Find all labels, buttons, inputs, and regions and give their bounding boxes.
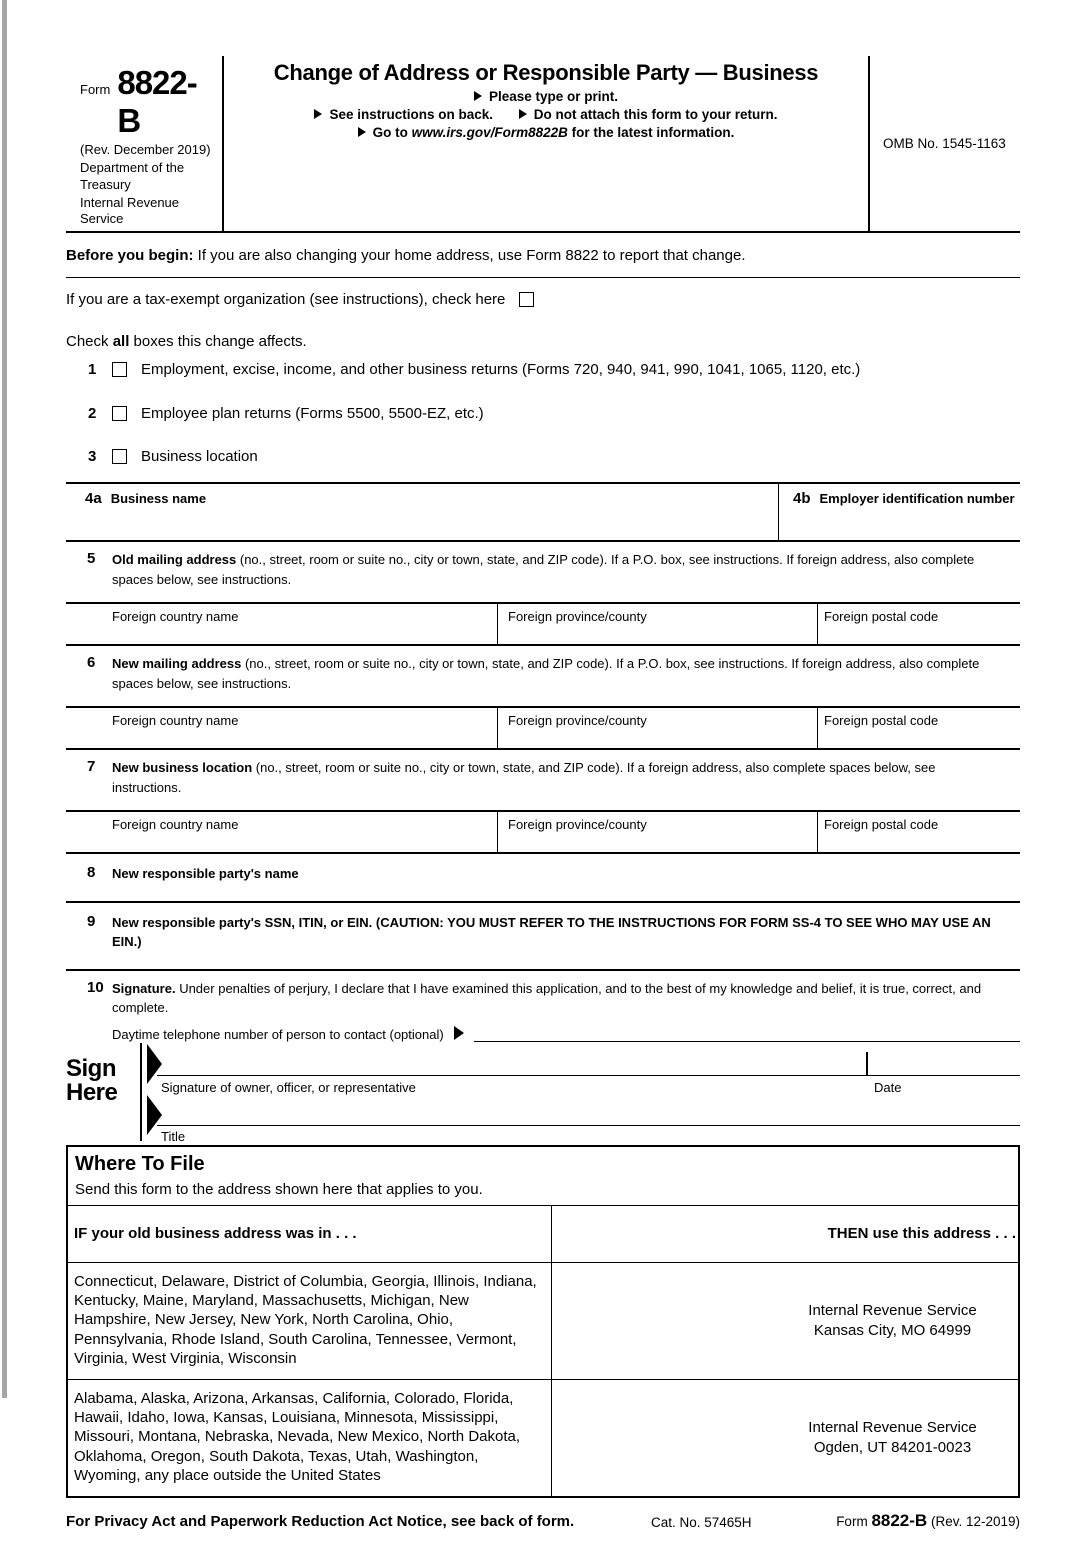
- line10-signature-statement: 10 Signature. Under penalties of perjury, I declare that I have examined this application, and to the best of my knowledge and belief, it is true, correct, and complete.: [66, 971, 1020, 1018]
- sign-section-divider: [140, 1043, 142, 1141]
- irs-address: Internal Revenue Service Kansas City, MO 64999: [808, 1302, 977, 1339]
- business-returns-checkbox[interactable]: [112, 362, 127, 377]
- arrow-icon: [314, 109, 322, 119]
- tax-exempt-row: [66, 278, 1020, 308]
- date-field-divider: [866, 1052, 868, 1075]
- omb-number: OMB No. 1545-1163: [883, 136, 1006, 152]
- line-number: 5: [87, 550, 96, 568]
- responsible-party-tin-label: New responsible party's SSN, ITIN, or EIN. (CAUTION: YOU MUST REFER TO THE INSTRUCTIONS FOR FORM SS-4 TO SEE WHO MAY USE AN EIN.): [112, 914, 991, 950]
- foreign-province-field[interactable]: Foreign province/county: [498, 812, 818, 852]
- form-footer: [66, 1511, 1020, 1541]
- agency-label: Internal Revenue Service: [80, 194, 180, 226]
- form-revision: (Rev. December 2019): [80, 142, 211, 157]
- where-to-file-section: [66, 1145, 1020, 1498]
- foreign-country-field[interactable]: Foreign country name: [66, 708, 498, 748]
- foreign-country-field[interactable]: Foreign country name: [66, 604, 498, 644]
- date-label: Date: [874, 1079, 902, 1095]
- irs-address: Internal Revenue Service Ogden, UT 84201-0023: [808, 1419, 977, 1456]
- business-name-field[interactable]: [66, 484, 779, 540]
- omb-block: [868, 56, 1020, 231]
- where-table-header: [68, 1205, 1018, 1262]
- line-number: 7: [87, 758, 96, 776]
- footer-form-id: Form 8822-B (Rev. 12-2019): [836, 1510, 1020, 1530]
- page-scan-edge: [2, 0, 7, 1398]
- check-all-instruction: Check all boxes this change affects.: [66, 333, 307, 351]
- form-identity-block: [66, 56, 224, 231]
- privacy-notice: For Privacy Act and Paperwork Reduction Act Notice, see back of form.: [66, 1512, 575, 1530]
- form-url: www.irs.gov/Form8822B: [411, 125, 568, 140]
- notice-instructions: See instructions on back. Do not attach this form to your return.: [232, 107, 860, 122]
- form-word-label: Form: [80, 82, 111, 97]
- line7-foreign-row: [66, 810, 1020, 854]
- checkbox-row-1: [66, 361, 1020, 378]
- arrow-icon: [358, 127, 366, 137]
- line-number: 4a: [85, 490, 102, 508]
- line5-old-mailing-address[interactable]: 5 Old mailing address (no., street, room or suite no., city or town, state, and ZIP code). If a P.O. box, see instructions. If foreign address, also complete spaces below, see instructions.: [66, 542, 1020, 589]
- line-number: 8: [87, 864, 96, 882]
- foreign-postal-field[interactable]: Foreign postal code: [824, 817, 939, 833]
- daytime-phone-row: [112, 1026, 1020, 1043]
- arrow-icon: [474, 91, 482, 101]
- daytime-phone-field[interactable]: [474, 1026, 1020, 1042]
- arrow-icon: [147, 1044, 162, 1084]
- employee-plan-checkbox[interactable]: [112, 406, 127, 421]
- foreign-country-field[interactable]: Foreign country name: [66, 812, 498, 852]
- department-label: Department of the Treasury: [80, 160, 185, 192]
- checkbox-row-3: [66, 448, 1020, 465]
- foreign-postal-field[interactable]: Foreign postal code: [824, 609, 939, 625]
- column-header-then: THEN use this address . . .: [827, 1225, 1016, 1243]
- signature-label: Signature of owner, officer, or representative: [161, 1079, 416, 1095]
- business-location-checkbox[interactable]: [112, 449, 127, 464]
- line-number: 2: [88, 405, 97, 423]
- line-number: 9: [87, 912, 96, 930]
- column-header-if: IF your old business address was in . . .: [68, 1206, 552, 1262]
- tax-exempt-label: If you are a tax-exempt organization (see instructions), check here: [66, 291, 506, 309]
- line-number: 6: [87, 654, 96, 672]
- daytime-phone-label: Daytime telephone number of person to contact (optional): [112, 1026, 444, 1042]
- form-title: Change of Address or Responsible Party — Business: [273, 60, 819, 85]
- notice-type-print: Please type or print.: [232, 89, 860, 104]
- line5-foreign-row: [66, 602, 1020, 646]
- table-row: [68, 1379, 1018, 1496]
- line-number: 4b: [793, 490, 811, 508]
- line9-responsible-party-tin[interactable]: [66, 903, 1020, 971]
- line-number: 10: [87, 978, 104, 996]
- title-field[interactable]: [157, 1125, 1020, 1126]
- line7-new-business-location[interactable]: 7 New business location (no., street, room or suite no., city or town, state, and ZIP code). If a foreign address, also complete spaces below, see instructions.: [66, 750, 1020, 797]
- form-number: 8822-B: [117, 64, 197, 139]
- before-you-begin: Before you begin: If you are also changing your home address, use Form 8822 to report that change.: [66, 233, 1020, 278]
- catalog-number: Cat. No. 57465H: [651, 1514, 752, 1530]
- checkbox-label: Employment, excise, income, and other business returns (Forms 720, 940, 941, 990, 1041, 1065, 1120, etc.): [141, 361, 861, 379]
- foreign-postal-field[interactable]: Foreign postal code: [824, 713, 939, 729]
- where-to-file-intro: Send this form to the address shown here that applies to you.: [75, 1180, 483, 1198]
- form-title-block: [224, 56, 868, 231]
- title-label: Title: [161, 1128, 186, 1144]
- ein-field[interactable]: [779, 484, 1020, 540]
- signature-field[interactable]: [157, 1075, 1020, 1076]
- form-8822b-page: [66, 0, 1020, 1541]
- form-number: 8822-B: [871, 1510, 928, 1530]
- line8-responsible-party-name[interactable]: [66, 854, 1020, 903]
- line4-row: [66, 482, 1020, 542]
- arrow-icon: [454, 1026, 464, 1040]
- tax-exempt-checkbox[interactable]: [519, 292, 534, 307]
- arrow-icon: [147, 1095, 162, 1135]
- checkbox-label: Employee plan returns (Forms 5500, 5500-EZ, etc.): [141, 405, 484, 423]
- responsible-party-name-label: New responsible party's name: [112, 866, 299, 882]
- checkbox-label: Business location: [141, 448, 258, 466]
- table-row: [68, 1262, 1018, 1379]
- business-name-label: Business name: [110, 491, 207, 507]
- sign-here-section: [66, 1043, 1020, 1143]
- states-list: Connecticut, Delaware, District of Columbia, Georgia, Illinois, Indiana, Kentucky, Maine, Maryland, Massachusetts, Michigan, New Hampshire, New Jersey, New York, North Carolina, Ohio, Pennsylvania, Rhode Island, South Carolina, Tennessee, Vermont, Virginia, West Virginia, Wisconsin: [68, 1263, 552, 1379]
- where-to-file-title: Where To File: [75, 1152, 205, 1175]
- form-header: [66, 56, 1020, 233]
- states-list: Alabama, Alaska, Arizona, Arkansas, California, Colorado, Florida, Hawaii, Idaho, Iowa, Kansas, Louisiana, Minnesota, Mississippi, Missouri, Montana, Nebraska, Nevada, New Mexico, North Dakota, Oklahoma, Oregon, South Dakota, Texas, Utah, Washington, Wyoming, any place outside the United States: [68, 1380, 552, 1496]
- line-number: 3: [88, 448, 97, 466]
- line6-new-mailing-address[interactable]: 6 New mailing address (no., street, room or suite no., city or town, state, and ZIP code). If a P.O. box, see instructions. If foreign address, also complete spaces below, see instructions.: [66, 646, 1020, 693]
- line6-foreign-row: [66, 706, 1020, 750]
- notice-go-url: Go to www.irs.gov/Form8822B for the latest information.: [232, 125, 860, 140]
- sign-here-label: Sign Here: [66, 1054, 118, 1106]
- arrow-icon: [519, 109, 527, 119]
- checkbox-row-2: [66, 405, 1020, 422]
- foreign-province-field[interactable]: Foreign province/county: [498, 604, 818, 644]
- ein-label: Employer identification number: [819, 491, 1015, 507]
- line-number: 1: [88, 361, 97, 379]
- foreign-province-field[interactable]: Foreign province/county: [498, 708, 818, 748]
